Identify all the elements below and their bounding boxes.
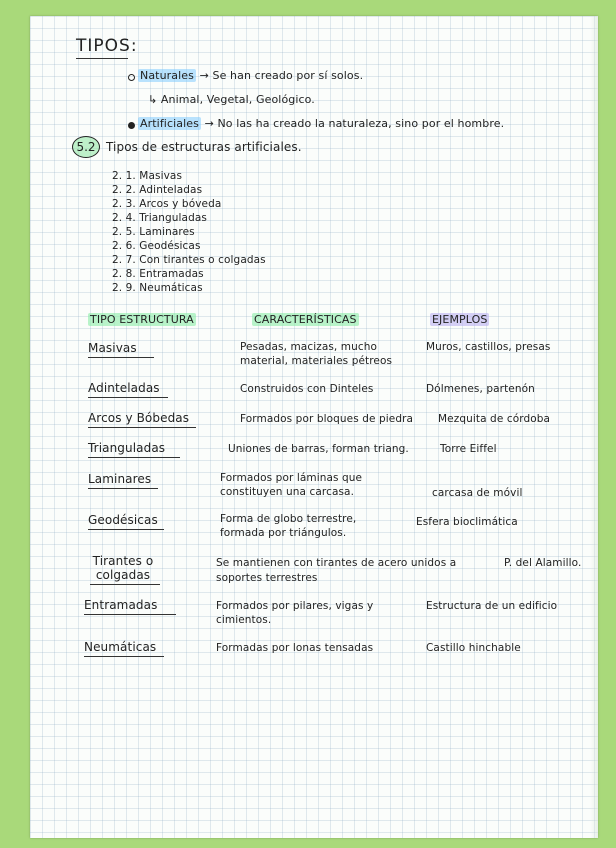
row-char: Formados por láminas que [220,472,363,484]
row-example: carcasa de móvil [432,487,523,499]
row-name-underline [88,357,154,358]
row-name-underline [88,457,180,458]
row-example: Castillo hinchable [426,642,521,654]
title-underline [76,58,128,59]
row-example: Esfera bioclimática [416,516,518,528]
row-char: material, materiales pétreos [240,355,393,367]
row-name: Adinteladas [88,381,160,395]
row-char: cimientos. [216,614,272,626]
row-char: formada por triángulos. [220,527,347,539]
bullet-icon [128,74,135,81]
list-item: 2. 3. Arcos y bóveda [112,198,222,210]
list-item: 2. 8. Entramadas [112,268,204,280]
row-char: Uniones de barras, forman triang. [228,443,409,455]
row-example: Estructura de un edificio [426,600,558,612]
artificiales-text: → No las ha creado la naturaleza, sino por el hombre. [204,117,505,130]
row-char: Construidos con Dinteles [240,383,374,395]
row-name: Geodésicas [88,513,158,527]
notebook-page [30,16,598,838]
list-item: 2. 5. Laminares [112,226,195,238]
naturales-sub: ↳ Animal, Vegetal, Geológico. [148,93,315,106]
header-ejemplos: EJEMPLOS [432,313,488,326]
naturales-text: → Se han creado por sí solos. [199,69,364,82]
row-example: Muros, castillos, presas [426,341,551,353]
row-char: Formadas por lonas tensadas [216,642,374,654]
row-name-underline [90,584,160,585]
row-char: Se mantienen con tirantes de acero unidos a [216,557,457,569]
row-example: P. del Alamillo. [504,557,582,569]
row-char: Forma de globo terrestre, [220,513,357,525]
row-example: Mezquita de córdoba [438,413,551,425]
row-name: Laminares [88,472,152,486]
row-name-underline [84,614,176,615]
row-example: Torre Eiffel [440,443,497,455]
naturales-line [138,69,363,82]
page-edge [590,16,598,838]
list-item: 2. 7. Con tirantes o colgadas [112,254,266,266]
section-title: Tipos de estructuras artificiales. [106,140,302,154]
header-tipo: TIPO ESTRUCTURA [90,313,194,326]
list-item: 2. 2. Adinteladas [112,184,203,196]
row-name-underline [88,427,196,428]
row-char: constituyen una carcasa. [220,486,355,498]
list-item: 2. 9. Neumáticas [112,282,203,294]
row-name: Neumáticas [84,640,157,654]
row-name: Arcos y Bóbedas [88,411,190,425]
naturales-label: Naturales [140,69,194,82]
row-name-underline [88,529,164,530]
row-name: Trianguladas [88,441,166,455]
row-char: soportes terrestres [216,572,318,584]
list-item: 2. 1. Masivas [112,170,183,182]
list-item: 2. 4. Trianguladas [112,212,207,224]
row-name-underline [84,656,164,657]
row-char: Pesadas, macizas, mucho [240,341,378,353]
row-char: Formados por pilares, vigas y [216,600,374,612]
row-name: Entramadas [84,598,158,612]
section-number-badge: 5.2 [72,136,100,158]
artificiales-line [138,117,504,130]
page-title: TIPOS: [76,36,138,56]
row-name-underline [88,488,158,489]
list-item: 2. 6. Geodésicas [112,240,201,252]
row-char: Formados por bloques de piedra [240,413,414,425]
row-example: Dólmenes, partenón [426,383,535,395]
header-caracteristicas: CARACTERÍSTICAS [254,313,357,326]
bullet-icon [128,122,135,129]
artificiales-label: Artificiales [140,117,199,130]
row-name: Masivas [88,341,137,355]
row-name-underline [88,397,168,398]
row-name: Tirantes o colgadas [92,554,154,582]
